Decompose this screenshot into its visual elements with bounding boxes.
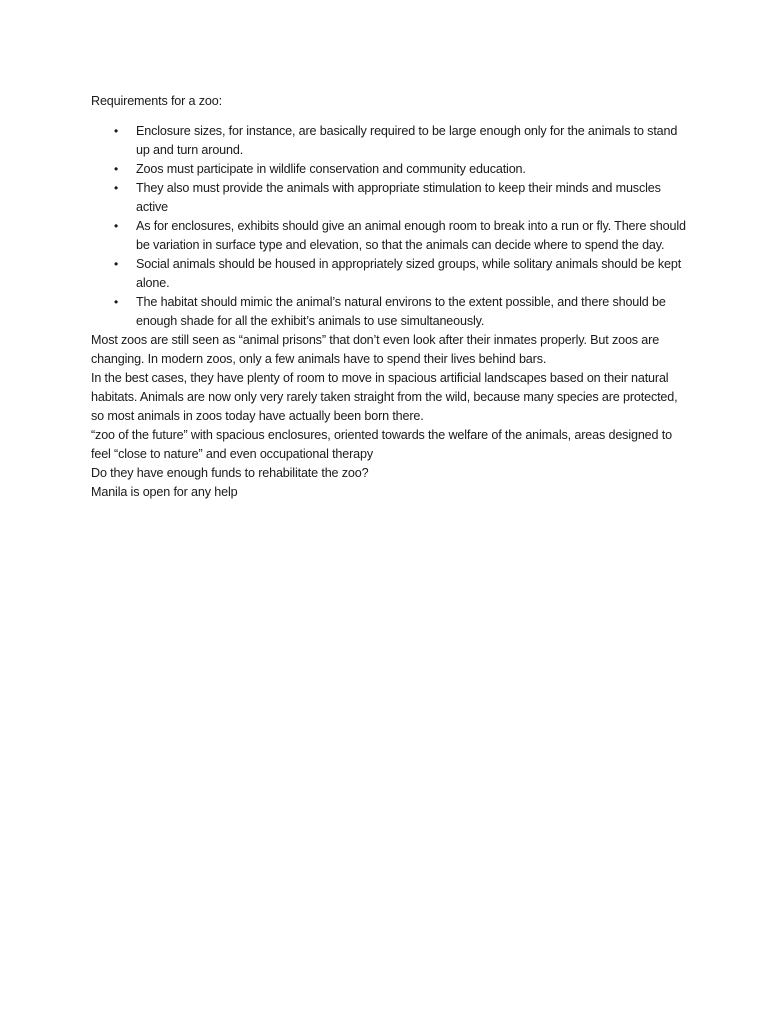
bullet-icon: • <box>114 124 119 138</box>
requirement-item <box>91 179 686 217</box>
requirement-text: The habitat should mimic the animal’s natural environs to the extent possible, and there should be enough shade for all the exhibit’s animals to use simultaneously. <box>136 295 666 328</box>
paragraph-zoo-of-future: “zoo of the future” with spacious enclosures, oriented towards the welfare of the animals, areas designed to feel “close to nature” and even occupational therapy <box>91 428 672 461</box>
requirement-text: They also must provide the animals with appropriate stimulation to keep their minds and muscles active <box>136 181 661 214</box>
requirement-item <box>91 217 686 255</box>
bullet-icon: • <box>114 257 119 271</box>
paragraph-funds-question: Do they have enough funds to rehabilitate the zoo? <box>91 466 369 480</box>
document-body <box>91 92 686 502</box>
requirement-text: Enclosure sizes, for instance, are basically required to be large enough only for the animals to stand up and turn around. <box>136 124 678 157</box>
bullet-icon: • <box>114 219 119 233</box>
paragraph-zoo-prisons: Most zoos are still seen as “animal prisons” that don’t even look after their inmates properly. But zoos are changing. In modern zoos, only a few animals have to spend their lives behind bars. <box>91 333 660 366</box>
requirement-item <box>91 293 686 331</box>
paragraph-manila-help: Manila is open for any help <box>91 485 238 499</box>
requirements-list <box>91 122 686 331</box>
bullet-icon: • <box>114 295 119 309</box>
requirement-text: As for enclosures, exhibits should give an animal enough room to break into a run or fly. There should be variation in surface type and elevation, so that the animals can decide where to spend the day. <box>136 219 686 252</box>
requirement-item <box>91 255 686 293</box>
requirement-text: Zoos must participate in wildlife conservation and community education. <box>136 162 526 176</box>
bullet-icon: • <box>114 181 119 195</box>
requirements-heading: Requirements for a zoo: <box>91 94 222 108</box>
paragraph-best-cases: In the best cases, they have plenty of room to move in spacious artificial landscapes based on their natural habitats. Animals are now only very rarely taken straight from the wild, because many species are protected, so most animals in zoos today have actually been born there. <box>91 371 678 423</box>
bullet-icon: • <box>114 162 119 176</box>
requirement-item <box>91 122 686 160</box>
requirement-text: Social animals should be housed in appropriately sized groups, while solitary animals should be kept alone. <box>136 257 682 290</box>
requirement-item <box>91 160 686 179</box>
